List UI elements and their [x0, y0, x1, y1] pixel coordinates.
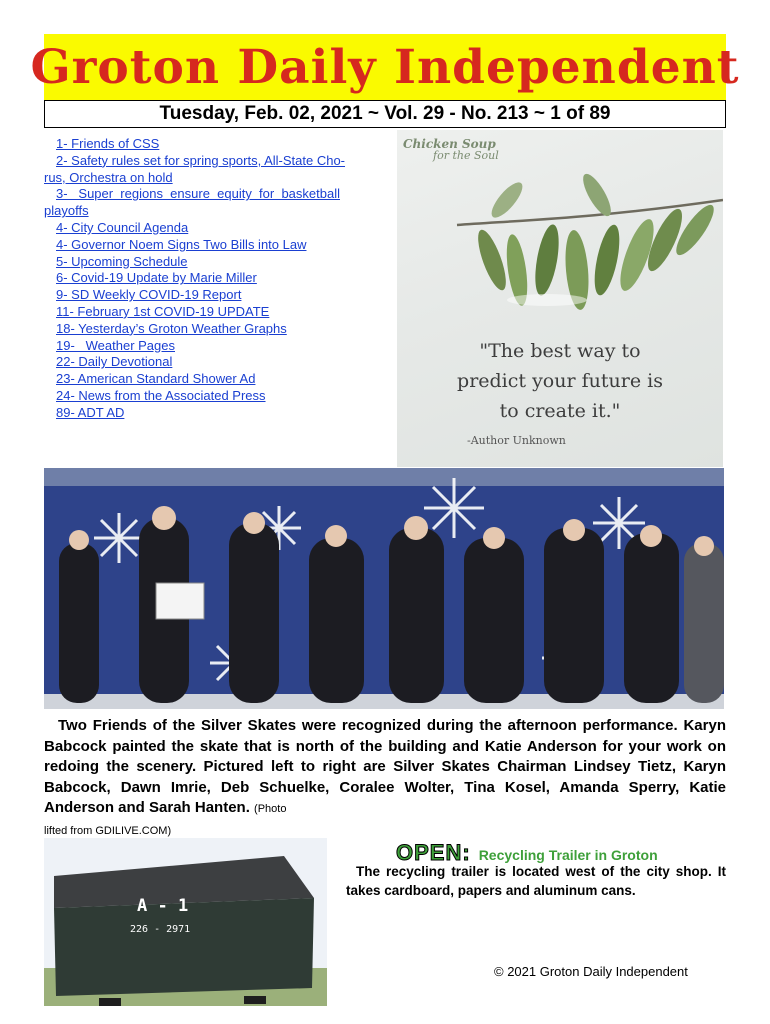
open-label: OPEN: [396, 840, 471, 865]
recycling-trailer-photo [44, 838, 327, 1006]
toc-link-2[interactable]: 2- Safety rules set for spring sports, All-State Cho- [56, 152, 346, 168]
toc-link-6[interactable]: 6- Covid-19 Update by Marie Miller [56, 270, 257, 286]
toc-link-4a[interactable]: 4- City Council Agenda [56, 219, 189, 235]
trailer-label: A - 1 [137, 896, 189, 916]
caption-text: Two Friends of the Silver Skates were recognized during the afternoon performance. Karyn Babcock painted the skate that is north of the building and Katie Anderson for your work on redoing the scenery. Pictured left to right are Silver Skates Chairman Lindsey Tietz, Karyn Babcock, Dawn Imrie, Deb Schuelke, Coralee Wolter, Tina Kosel, Amanda Sperry, Katie Anderson and Sarah Hanten. [44, 717, 726, 816]
toc-link-22[interactable]: 22- Daily Devotional [56, 354, 173, 370]
toc-link-9[interactable]: 9- SD Weekly COVID-19 Report [56, 287, 242, 303]
newspaper-title: Groton Daily Independent [30, 39, 740, 95]
toc-link-5[interactable]: 5- Upcoming Schedule [56, 253, 188, 269]
toc-link-3-cont[interactable]: playoffs [44, 203, 89, 219]
quote-card-image [397, 130, 723, 467]
chicken-soup-logo: Chicken Soup for the Soul [403, 137, 499, 162]
toc-link-4b[interactable]: 4- Governor Noem Signs Two Bills into Law [56, 236, 307, 252]
photo-credit-a: (Photo [254, 803, 287, 815]
toc-link-3[interactable]: 3- Super regions ensure equity for basketball [56, 186, 340, 202]
photo-credit-b: lifted from GDILIVE.COM) [44, 824, 172, 837]
toc-link-1[interactable]: 1- Friends of CSS [56, 136, 160, 151]
photo-caption [44, 716, 726, 841]
dateline: Tuesday, Feb. 02, 2021 ~ Vol. 29 - No. 213 ~ 1 of 89 [44, 100, 726, 128]
toc-link-2-cont[interactable]: rus, Orchestra on hold [44, 169, 173, 185]
recycling-heading-text: Recycling Trailer in Groton [478, 847, 658, 863]
toc-link-11[interactable]: 11- February 1st COVID-19 UPDATE [56, 303, 270, 319]
table-of-contents [44, 136, 377, 422]
trailer-illustration [44, 838, 327, 1006]
recycling-body: The recycling trailer is located west of the city shop. It takes cardboard, papers and aluminum cans. [346, 864, 726, 898]
quote-text: "The best way to predict your future is to create it." [457, 340, 663, 422]
copyright-notice: © 2021 Groton Daily Independent [494, 964, 688, 979]
group-photo-illustration [44, 468, 724, 709]
toc-link-19[interactable]: 19- Weather Pages [56, 337, 175, 353]
masthead [30, 34, 740, 100]
toc-link-18[interactable]: 18- Yesterday’s Groton Weather Graphs [56, 320, 287, 336]
toc-link-23[interactable]: 23- American Standard Shower Ad [56, 371, 256, 387]
trailer-phone: 226 - 2971 [130, 924, 191, 935]
quote-attribution: -Author Unknown [467, 434, 566, 447]
toc-link-24[interactable]: 24- News from the Associated Press [56, 387, 266, 403]
toc-link-89[interactable]: 89- ADT AD [56, 404, 125, 420]
silver-skates-group-photo [44, 468, 724, 709]
